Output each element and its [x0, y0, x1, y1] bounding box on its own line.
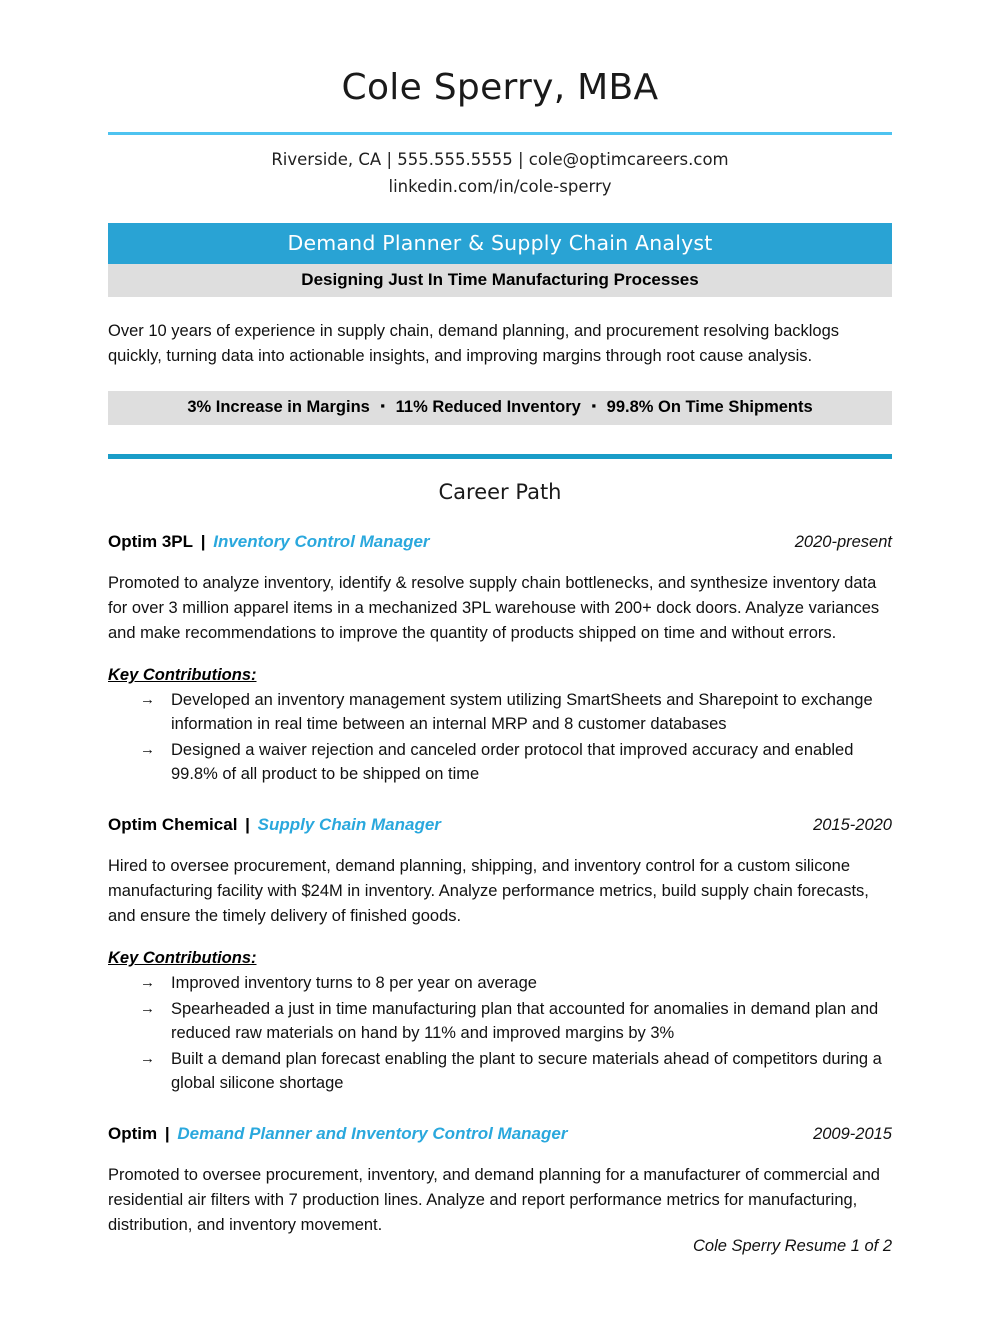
job-header	[108, 532, 892, 552]
job-header	[108, 1124, 892, 1144]
job-dates: 2020-present	[794, 533, 892, 552]
page-footer: Cole Sperry Resume 1 of 2	[692, 1237, 892, 1256]
key-contributions-list	[108, 689, 892, 787]
job-dates: 2009-2015	[813, 1124, 892, 1143]
list-item	[140, 689, 892, 737]
job-role: Demand Planner and Inventory Control Manager	[177, 1123, 568, 1143]
arrow-bullet-icon: →	[140, 741, 155, 759]
job-description: Hired to oversee procurement, demand planning, shipping, and inventory control for a custom silicone manufacturing facility with $24M in inventory. Analyze performance metrics, build supply chain forecasts, and ensure the timely delivery of finished goods.	[108, 857, 869, 926]
key-contributions-label: Key Contributions:	[108, 949, 257, 968]
metric-item-2: 99.8% On Time Shipments	[606, 398, 813, 417]
list-item-text: Improved inventory turns to 8 per year on average	[171, 974, 537, 993]
job-description: Promoted to oversee procurement, inventory, and demand planning for a manufacturer of commercial and residential air filters with 7 production lines. Analyze and report performance metrics for manufacturing, distribution, and inventory movement.	[108, 1165, 880, 1235]
job-title-group	[108, 815, 441, 835]
job-company: Optim 3PL	[108, 532, 194, 552]
job-separator: |	[245, 815, 250, 835]
job-entry	[108, 815, 892, 1096]
job-dates: 2015-2020	[813, 816, 892, 835]
contact-line-linkedin: linkedin.com/in/cole-sperry	[388, 177, 612, 197]
list-item-text: Spearheaded a just in time manufacturing plan that accounted for anomalies in demand plan and reduced raw materials on hand by 11% and improved margins by 3%	[171, 1000, 879, 1043]
job-role: Supply Chain Manager	[257, 815, 441, 835]
job-entry	[108, 532, 892, 787]
header-divider	[108, 132, 892, 135]
resume-page	[0, 24, 1000, 1318]
job-separator: |	[164, 1123, 170, 1143]
metric-item-1: 11% Reduced Inventory	[395, 398, 581, 417]
title-banner-group	[0, 223, 1000, 297]
metric-separator-icon: ▪	[591, 398, 597, 414]
job-company: Optim	[108, 1123, 158, 1143]
list-item	[140, 972, 892, 996]
arrow-bullet-icon: →	[140, 974, 155, 992]
job-header	[108, 815, 892, 835]
contact-line-primary: Riverside, CA | 555.555.5555 | cole@optimcareers.com	[271, 149, 729, 169]
arrow-bullet-icon: →	[140, 691, 155, 709]
job-title-group	[108, 1124, 567, 1144]
page-title: Cole Sperry, MBA	[341, 67, 659, 109]
job-target-subtitle: Designing Just In Time Manufacturing Processes	[108, 264, 892, 297]
key-metrics-bar	[108, 391, 892, 425]
arrow-bullet-icon: →	[140, 1000, 155, 1018]
key-contributions-list	[108, 972, 892, 1096]
list-item	[140, 739, 892, 787]
job-description: Promoted to analyze inventory, identify & resolve supply chain bottlenecks, and synthesize inventory data for over 3 million apparel items in a mechanized 3PL warehouse with 200+ dock doors. Analyze variances and make recommendations to improve the quantity of products shipped on time and without errors.	[108, 574, 880, 643]
list-item-text: Developed an inventory management system utilizing SmartSheets and Sharepoint to exchange information in real time between an internal MRP and 8 customer databases	[171, 691, 873, 734]
key-contributions-label: Key Contributions:	[108, 666, 257, 685]
job-target-banner: Demand Planner & Supply Chain Analyst	[108, 223, 892, 264]
list-item-text: Designed a waiver rejection and canceled order protocol that improved accuracy and enabled 99.8% of all product to be shipped on time	[171, 741, 854, 784]
job-role: Inventory Control Manager	[213, 532, 430, 552]
list-item	[140, 998, 892, 1046]
metric-item-0: 3% Increase in Margins	[187, 398, 370, 417]
section-heading-career-path: Career Path	[438, 480, 562, 505]
arrow-bullet-icon: →	[140, 1050, 155, 1068]
list-item-text: Built a demand plan forecast enabling the plant to secure materials ahead of competitors during a global silicone shortage	[171, 1050, 882, 1092]
career-path-list	[108, 532, 892, 1238]
metric-separator-icon: ▪	[380, 398, 386, 414]
professional-summary: Over 10 years of experience in supply chain, demand planning, and procurement resolving backlogs quickly, turning data into actionable insights, and improving margins through root cause analysis.	[108, 321, 840, 366]
job-separator: |	[200, 532, 206, 552]
section-divider	[108, 454, 892, 459]
list-item	[140, 1048, 892, 1096]
job-entry	[108, 1124, 892, 1238]
job-company: Optim Chemical	[108, 815, 238, 835]
job-title-group	[108, 532, 430, 552]
